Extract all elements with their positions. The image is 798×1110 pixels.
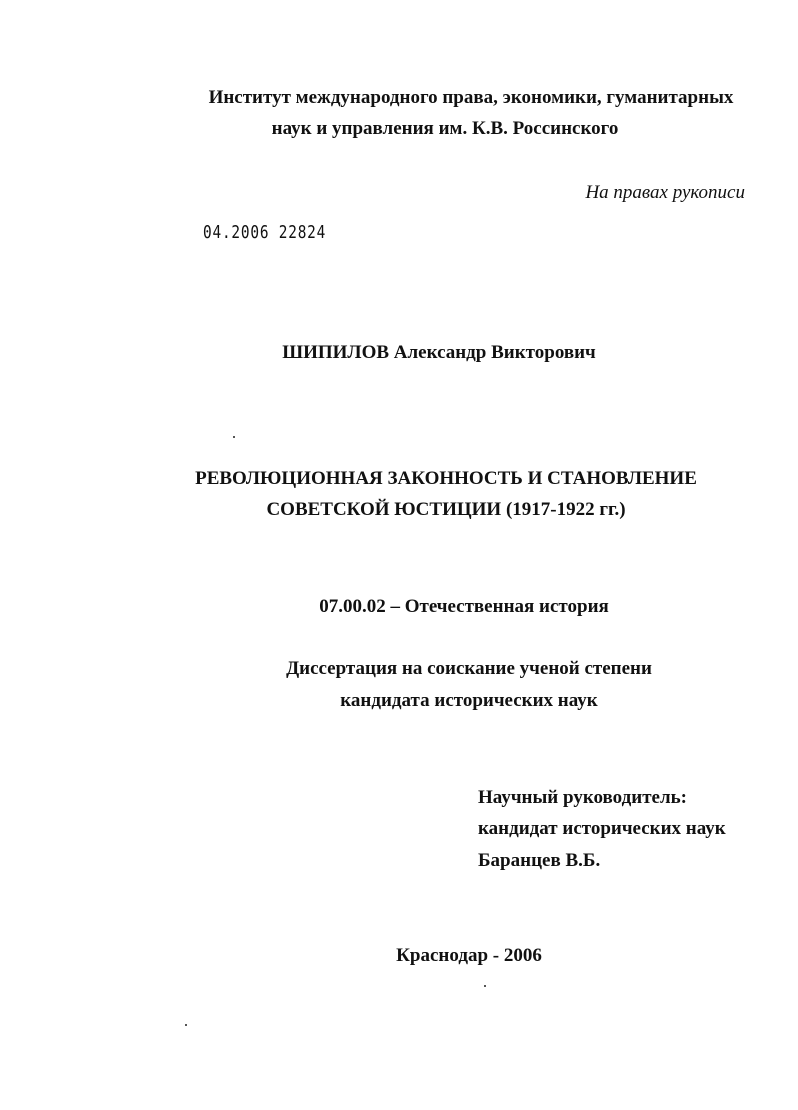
degree-line-1: Диссертация на соискание ученой степени	[286, 658, 652, 679]
author-name: ШИПИЛОВ Александр Викторович	[282, 342, 596, 363]
manuscript-note: На правах рукописи	[585, 182, 745, 203]
title-line-1: РЕВОЛЮЦИОННАЯ ЗАКОННОСТЬ И СТАНОВЛЕНИЕ	[195, 468, 697, 489]
scan-speck	[185, 1024, 187, 1026]
advisor-rank: кандидат исторических наук	[478, 818, 726, 839]
scan-speck	[233, 436, 235, 438]
institute-line-1: Институт международного права, экономики, гуманитарных	[208, 87, 734, 108]
title-line-2: СОВЕТСКОЙ ЮСТИЦИИ (1917-1922 гг.)	[266, 499, 626, 520]
advisor-label: Научный руководитель:	[478, 787, 687, 808]
city-year: Краснодар - 2006	[396, 945, 542, 966]
scan-speck	[484, 985, 486, 987]
degree-line-2: кандидата исторических наук	[340, 690, 598, 711]
advisor-name: Баранцев В.Б.	[478, 850, 601, 871]
specialty: 07.00.02 – Отечественная история	[319, 596, 609, 617]
institute-line-2: наук и управления им. К.В. Россинского	[271, 118, 619, 139]
library-stamp-number: 04.2006 22824	[203, 222, 327, 243]
